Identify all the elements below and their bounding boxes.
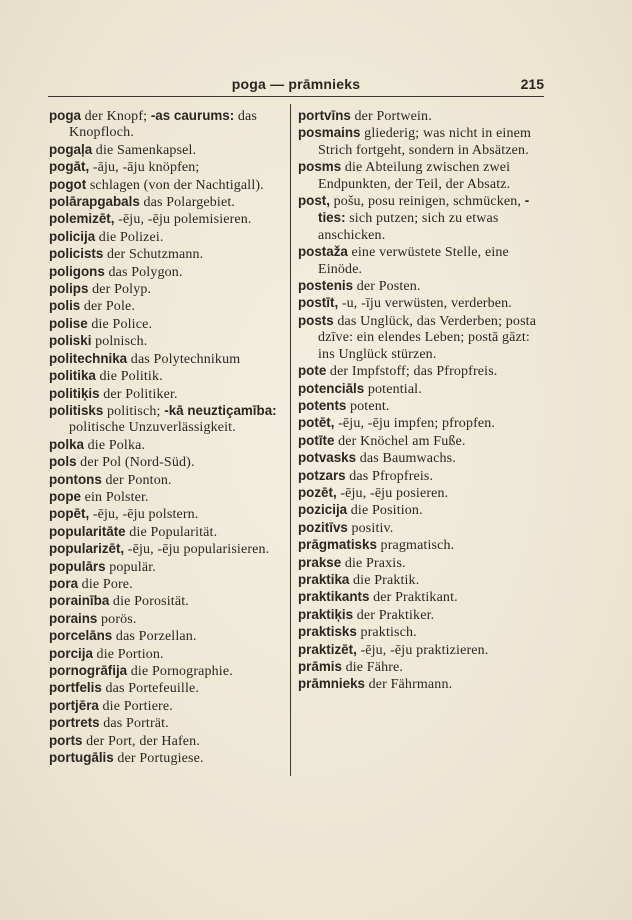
translation: die Politik. <box>95 369 163 385</box>
translation: der Port, der Hafen. <box>82 733 200 749</box>
translation: eine verwüstete Stelle, eine Einöde. <box>318 245 509 277</box>
translation: die Police. <box>87 316 153 332</box>
translation: das Polargebiet. <box>139 195 236 211</box>
headword: polis <box>49 298 81 314</box>
translation: das Porträt. <box>99 716 169 732</box>
sub-headword: -as caurums: <box>150 108 235 123</box>
headword: praktizēt, <box>298 641 357 657</box>
dictionary-entry <box>49 159 287 176</box>
translation: die Portiere. <box>98 698 173 714</box>
dictionary-entry <box>49 194 287 211</box>
dictionary-entry <box>49 524 287 541</box>
headword: posmains <box>298 125 361 141</box>
dictionary-entry <box>49 333 287 350</box>
headword: post, <box>298 193 330 209</box>
headword: prāgmatisks <box>298 537 377 553</box>
translation: die Pornographie. <box>127 664 233 679</box>
sub-headword: -ties: <box>318 193 530 226</box>
translation: der Fährmann. <box>365 677 453 693</box>
translation: der Posten. <box>353 279 421 295</box>
headword: populārs <box>49 558 106 574</box>
headword: postenis <box>298 278 354 294</box>
dictionary-entry <box>298 659 538 676</box>
translation: das Portefeuille. <box>101 681 200 697</box>
headword: polips <box>49 281 89 297</box>
dictionary-entry <box>49 386 287 403</box>
headword: politika <box>49 368 96 384</box>
dictionary-entry <box>49 368 287 385</box>
dictionary-entry <box>49 316 287 333</box>
headword: popularitāte <box>49 523 126 539</box>
headword: polise <box>49 315 88 331</box>
headword: poliski <box>49 333 92 349</box>
headword: porainība <box>49 593 110 609</box>
headword: prāmnieks <box>298 676 365 692</box>
dictionary-entry <box>298 159 538 193</box>
translation: -ēju, -ēju impfen; pfropfen. <box>334 416 496 432</box>
right-column <box>298 108 538 694</box>
headword: praktikants <box>298 589 370 605</box>
dictionary-entry <box>49 715 287 732</box>
translation: das Polytechnikum <box>127 351 241 367</box>
translation: -ēju, -ēju praktizieren. <box>356 642 489 658</box>
dictionary-entry <box>49 281 287 298</box>
translation: der Ponton. <box>101 472 172 488</box>
headword: posms <box>298 159 342 175</box>
dictionary-entry <box>298 125 538 159</box>
dictionary-entry <box>298 468 538 485</box>
translation: der Portwein. <box>350 109 432 124</box>
headword: popularizēt, <box>49 541 125 557</box>
dictionary-entry <box>49 246 287 263</box>
headword: pontons <box>49 471 102 487</box>
dictionary-entry <box>298 485 538 502</box>
headword: polka <box>49 436 84 452</box>
dictionary-entry <box>49 454 287 471</box>
dictionary-entry <box>298 624 538 641</box>
translation: die Polizei. <box>95 229 164 245</box>
headword: polemizēt, <box>49 211 115 227</box>
headword: pozitīvs <box>298 519 348 535</box>
translation: der Praktikant. <box>369 590 458 606</box>
dictionary-entry <box>298 433 538 450</box>
headword: prāmis <box>298 659 342 674</box>
headword: praktika <box>298 571 350 587</box>
translation: potential. <box>364 381 422 397</box>
headword: potzars <box>298 467 346 483</box>
dictionary-entry <box>49 506 287 523</box>
translation: der Pole. <box>80 299 136 315</box>
headword: pornogrāfija <box>49 663 128 678</box>
dictionary-entry <box>49 298 287 315</box>
dictionary-entry <box>298 555 538 572</box>
headword: posts <box>298 312 334 328</box>
translation: politisch; <box>103 403 165 419</box>
translation: die Abteilung zwischen zwei Endpunkten, der Teil, der Absatz. <box>318 160 511 192</box>
headword: pozēt, <box>298 484 337 500</box>
dictionary-entry <box>49 437 287 454</box>
translation: -āju, -āju knöpfen; <box>89 160 200 176</box>
running-header <box>48 76 544 97</box>
headword: portfelis <box>49 680 102 696</box>
dictionary-entry <box>298 398 538 415</box>
page-number: 215 <box>520 76 544 92</box>
dictionary-entry <box>49 472 287 489</box>
headword: pozicija <box>298 502 348 518</box>
header-title: poga — prāmnieks <box>231 76 361 92</box>
dictionary-entry <box>49 142 287 159</box>
dictionary-entry <box>49 489 287 506</box>
headword: potēt, <box>298 415 335 431</box>
translation: -ēju, -ēju polstern. <box>89 507 199 523</box>
headword: poga <box>49 108 81 123</box>
headword: praktisks <box>298 624 357 640</box>
dictionary-entry <box>49 541 287 558</box>
dictionary-entry <box>298 295 538 312</box>
headword: polārapgabals <box>49 194 140 210</box>
headword: postaža <box>298 244 348 260</box>
headword: pogot <box>49 176 87 192</box>
headword: portjēra <box>49 697 99 713</box>
dictionary-entry <box>298 572 538 589</box>
dictionary-entry <box>298 108 538 125</box>
dictionary-entry <box>298 313 538 363</box>
sub-translation: sich putzen; sich zu etwas anschicken. <box>318 211 499 243</box>
dictionary-entry <box>49 750 287 767</box>
headword: potīte <box>298 432 335 448</box>
headword: pote <box>298 363 327 379</box>
headword: potvasks <box>298 450 357 466</box>
translation: porös. <box>97 611 137 627</box>
translation: der Schutzmann. <box>103 247 204 263</box>
column-divider <box>290 104 291 776</box>
dictionary-entry <box>49 680 287 697</box>
translation: pragmatisch. <box>376 538 455 554</box>
sub-translation: politische Unzuverlässigkeit. <box>69 420 236 436</box>
dictionary-entry <box>49 211 287 228</box>
translation: -ēju, -ēju polemisieren. <box>114 212 252 228</box>
headword: portrets <box>49 715 100 731</box>
dictionary-entry <box>298 415 538 432</box>
translation: die Porosität. <box>109 594 189 610</box>
headword: politiķis <box>49 385 100 401</box>
translation: die Portion. <box>92 646 164 662</box>
dictionary-entry <box>49 559 287 576</box>
headword: policists <box>49 246 104 262</box>
dictionary-entry <box>49 698 287 715</box>
dictionary-entry <box>298 607 538 624</box>
translation: der Politiker. <box>99 386 178 402</box>
dictionary-entry <box>49 229 287 246</box>
translation: das Polygon. <box>104 264 183 280</box>
headword: portvīns <box>298 108 351 123</box>
translation: das Unglück, das Verderben; posta dzīve: ein elendes Leben; postā gāzt: ins Unglück stürzen. <box>318 313 537 362</box>
translation: pošu, posu reinigen, schmücken, <box>330 194 525 210</box>
sub-headword: -kā neuztiçamība: <box>164 402 277 418</box>
headword: porcija <box>49 645 93 661</box>
translation: gliederig; was nicht in einem Strich fortgeht, sondern in Absätzen. <box>318 126 532 158</box>
translation: das Pfropfreis. <box>345 468 434 484</box>
translation: der Pol (Nord-Süd). <box>76 455 195 471</box>
translation: der Impfstoff; das Pfropfreis. <box>326 364 498 380</box>
headword: ports <box>49 732 83 748</box>
headword: portugālis <box>49 750 114 766</box>
translation: polnisch. <box>91 334 148 350</box>
translation: das Baumwachs. <box>356 451 456 467</box>
dictionary-entry <box>49 611 287 628</box>
headword: pora <box>49 575 79 591</box>
translation: praktisch. <box>356 625 417 641</box>
dictionary-entry <box>49 576 287 593</box>
dictionary-entry <box>49 351 287 368</box>
translation: die Popularität. <box>125 524 218 540</box>
dictionary-entry <box>49 264 287 281</box>
translation: der Polyp. <box>88 282 152 298</box>
headword: popēt, <box>49 506 90 522</box>
headword: porains <box>49 610 98 626</box>
dictionary-entry <box>298 537 538 554</box>
headword: politisks <box>49 402 104 418</box>
dictionary-entry <box>49 646 287 663</box>
dictionary-entry <box>298 589 538 606</box>
sub-translation: das Knopfloch. <box>69 109 257 141</box>
dictionary-entry <box>49 108 287 142</box>
dictionary-entry <box>298 381 538 398</box>
dictionary-entry <box>298 450 538 467</box>
dictionary-entry <box>49 663 287 680</box>
translation: die Pore. <box>78 576 133 592</box>
headword: postīt, <box>298 295 339 311</box>
translation: die Polka. <box>83 437 146 453</box>
dictionary-entry <box>49 177 287 194</box>
translation: schlagen (von der Nachtigall). <box>86 177 264 193</box>
headword: potents <box>298 397 347 413</box>
translation: der Knopf; <box>81 109 151 124</box>
headword: politechnika <box>49 350 128 366</box>
translation: ein Polster. <box>81 489 149 505</box>
translation: die Praktik. <box>349 572 420 588</box>
dictionary-entry <box>298 244 538 278</box>
dictionary-entry <box>298 193 538 244</box>
dictionary-entry <box>298 676 538 693</box>
dictionary-entry <box>298 502 538 519</box>
headword: pols <box>49 454 77 470</box>
dictionary-entry <box>49 593 287 610</box>
translation: die Samenkapsel. <box>92 142 197 158</box>
dictionary-entry <box>298 642 538 659</box>
headword: potenciāls <box>298 380 365 396</box>
translation: -ēju, -ēju popularisieren. <box>124 542 270 558</box>
translation: populär. <box>105 559 156 575</box>
headword: policija <box>49 228 96 244</box>
translation: das Porzellan. <box>112 629 197 645</box>
dictionary-entry <box>49 628 287 645</box>
translation: -ēju, -ēju posieren. <box>336 485 449 501</box>
dictionary-entry <box>298 520 538 537</box>
left-column <box>49 108 287 767</box>
translation: die Position. <box>347 503 423 519</box>
dictionary-entry <box>49 733 287 750</box>
headword: pogāt, <box>49 159 90 175</box>
headword: porcelāns <box>49 628 113 644</box>
translation: der Praktiker. <box>353 607 435 623</box>
headword: prakse <box>298 554 342 570</box>
headword: poligons <box>49 263 105 279</box>
dictionary-entry <box>298 363 538 380</box>
headword: praktiķis <box>298 606 354 622</box>
translation: -u, -īju verwüsten, verderben. <box>338 296 512 312</box>
translation: die Fähre. <box>341 660 404 675</box>
translation: der Portugiese. <box>113 751 204 767</box>
dictionary-entry <box>298 278 538 295</box>
translation: potent. <box>346 398 390 414</box>
translation: der Knöchel am Fuße. <box>334 433 466 449</box>
headword: pogaļa <box>49 141 93 157</box>
headword: pope <box>49 488 81 504</box>
translation: positiv. <box>347 520 394 536</box>
translation: die Praxis. <box>341 555 406 571</box>
dictionary-entry <box>49 403 287 437</box>
